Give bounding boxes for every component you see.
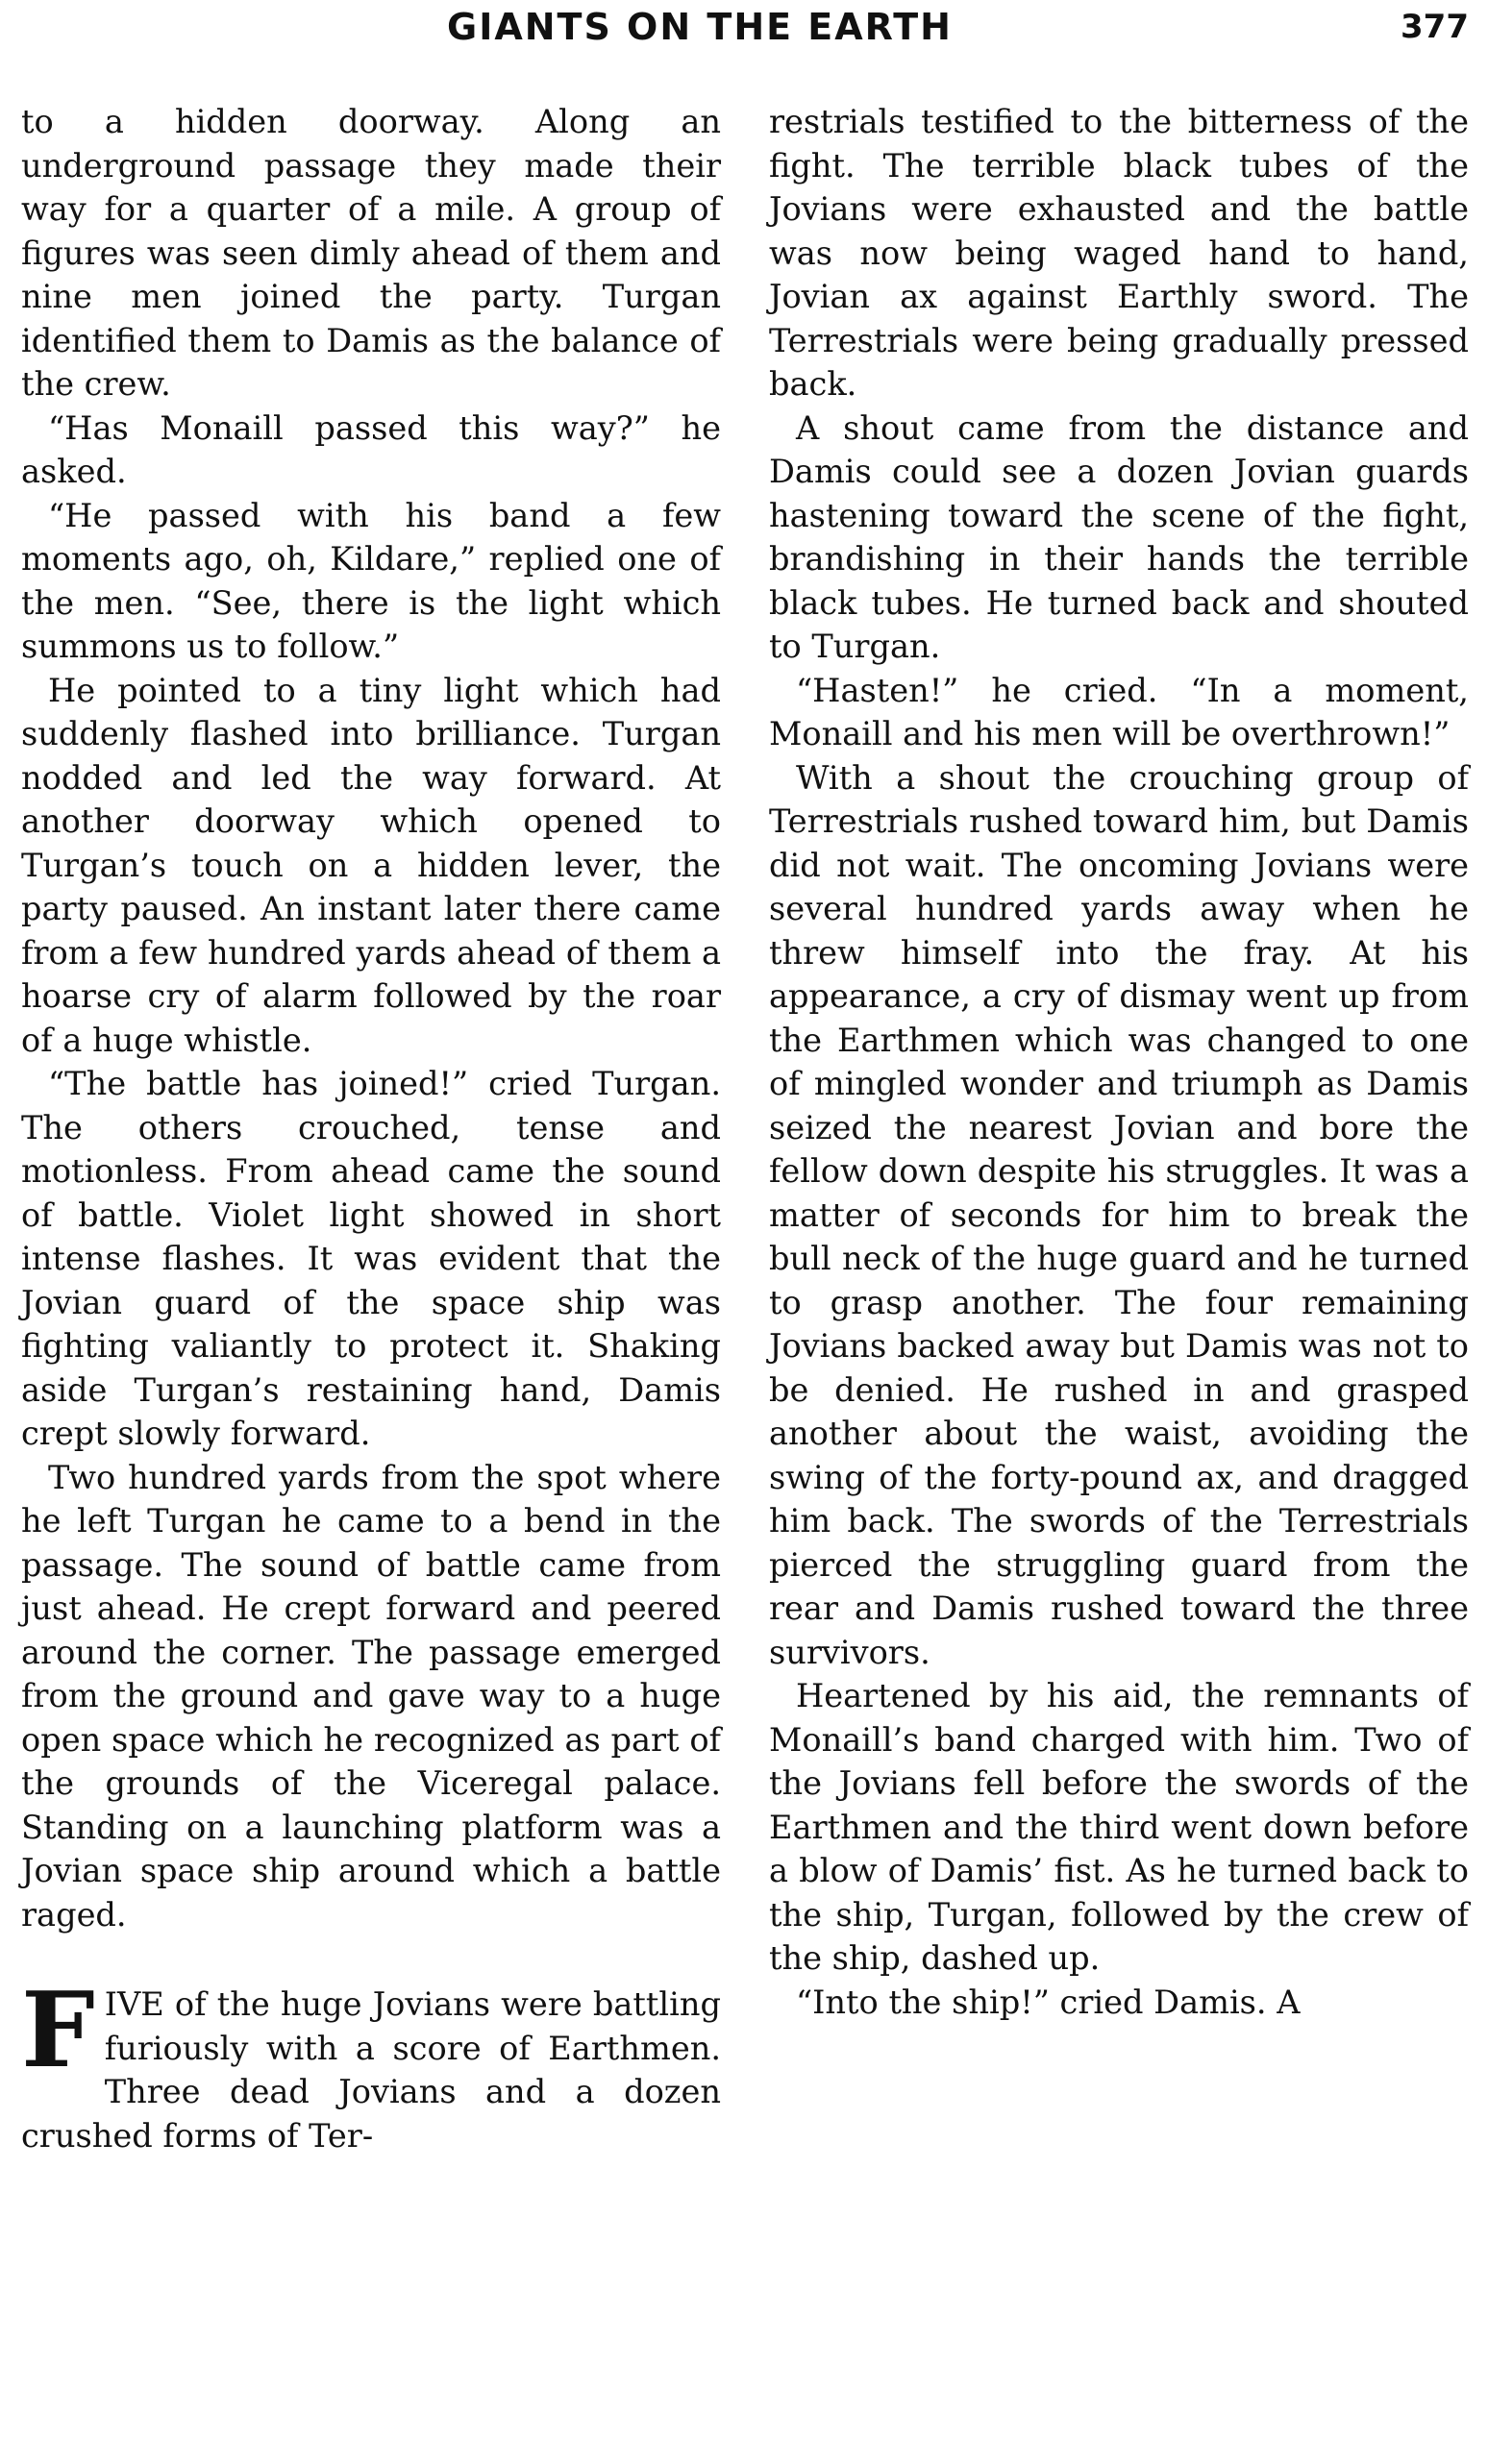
body-paragraph: “Into the ship!” cried Damis. A — [796, 1983, 1301, 2021]
body-paragraph: With a shout the crouching group of Terrestrials rushed toward him, but Damis did not wait. The oncoming Jovians were several hundred yards away when he threw himself into the fray. At his appearance, a cry of dismay went up from the Earthmen which was changed to one of mingled wonder and triumph as Damis seized the nearest Jovian and bore the fellow down despite his struggles. It was a matter of seconds for him to break the bull neck of the huge guard and he turned to grasp another. The four remaining Jovians backed away but Damis was not to be denied. He rushed in and grasped another about the waist, avoiding the swing of the forty-pound ax, and dragged him back. The swords of the Terrestrials pierced the struggling guard from the rear and Damis rushed toward the three survivors. — [769, 758, 1469, 1671]
body-paragraph: to a hidden doorway. Along an underground passage they made their way for a quarter of a mile. A group of figures was seen dimly ahead of them and nine men joined the party. Turgan identified them to Damis as the balance of the crew. — [21, 103, 721, 403]
section-break — [21, 1936, 721, 1983]
page-number: 377 — [1401, 8, 1469, 46]
running-head — [0, 6, 1488, 58]
body-paragraph: He pointed to a tiny light which had suddenly flashed into brilliance. Turgan nodded and led the way forward. At another doorway which opened to Turgan’s touch on a hidden lever, the party paused. An instant later there came from a few hundred yards ahead of them a hoarse cry of alarm followed by the roar of a huge whistle. — [21, 671, 721, 1059]
body-paragraph: “He passed with his band a few moments ago, oh, Kildare,” replied one of the men. “See, there is the light which summons us to follow.” — [21, 496, 721, 665]
section-opening-text: IVE of the huge Jovians were battling furiously with a score of Earthmen. Three dead Jovians and a dozen crushed forms of Ter- — [21, 1985, 721, 2155]
drop-cap: F — [21, 1970, 95, 2091]
right-column — [769, 100, 1469, 2024]
body-paragraph: “Has Monaill passed this way?” he asked. — [21, 408, 721, 490]
section-opening-paragraph — [21, 1970, 721, 2157]
body-paragraph: “The battle has joined!” cried Turgan. The others crouched, tense and motionless. From ahead came the sound of battle. Violet light showed in short intense flashes. It was evident that the Jovian guard of the space ship was fighting valiantly to protect it. Shaking aside Turgan’s restaining hand, Damis crept slowly forward. — [21, 1065, 721, 1452]
body-paragraph: Heartened by his aid, the remnants of Monaill’s band charged with him. Two of the Jovians fell before the swords of the Earthmen and the third went down before a blow of Damis’ fist. As he turned back to the ship, Turgan, followed by the crew of the ship, dashed up. — [769, 1677, 1469, 1977]
left-column — [21, 100, 721, 2157]
body-paragraph: “Hasten!” he cried. “In a moment, Monaill and his men will be overthrown!” — [769, 671, 1469, 752]
body-paragraph: Two hundred yards from the spot where he left Turgan he came to a bend in the passage. The sound of battle came from just ahead. He crept forward and peered around the corner. The passage emerged from the ground and gave way to a huge open space which he recognized as part of the grounds of the Viceregal palace. Standing on a launching platform was a Jovian space ship around which a battle raged. — [21, 1458, 721, 1934]
running-head-title: GIANTS ON THE EARTH — [447, 6, 953, 48]
continued-paragraph: restrials testified to the bitterness of the fight. The terrible black tubes of the Jovians were exhausted and the battle was now being waged hand to hand, Jovian ax against Earthly sword. The Terrestrials were being gradually pressed back. — [769, 103, 1469, 403]
body-paragraph: A shout came from the distance and Damis could see a dozen Jovian guards hastening toward the scene of the fight, brandishing in their hands the terrible black tubes. He turned back and shouted to Turgan. — [769, 408, 1469, 665]
